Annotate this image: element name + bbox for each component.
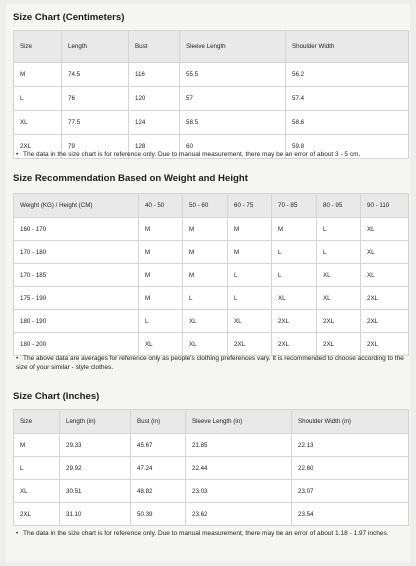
table-cell: 56.2 — [286, 63, 409, 87]
table-row — [14, 310, 409, 333]
column-header: Size — [14, 31, 62, 63]
recommendation-title: Size Recommendation Based on Weight and Height — [13, 173, 248, 184]
table-header-row — [14, 31, 409, 63]
table-row — [14, 434, 409, 457]
column-header: Size — [14, 410, 60, 434]
cm-chart-title: Size Chart (Centimeters) — [13, 12, 125, 23]
column-header: Sleeve Length — [180, 31, 286, 63]
table-cell: L — [272, 241, 317, 264]
table-cell: 58.6 — [286, 111, 409, 135]
table-cell: 29.33 — [60, 434, 131, 457]
table-cell: 2XL — [14, 135, 62, 159]
table-cell: 22.13 — [292, 434, 409, 457]
table-cell: 31.10 — [60, 503, 131, 526]
table-row — [14, 111, 409, 135]
table-cell: XL — [139, 333, 183, 356]
table-cell: L — [317, 218, 361, 241]
column-header: Bust — [129, 31, 180, 63]
table-cell: 23.62 — [186, 503, 292, 526]
table-cell: 30.51 — [60, 480, 131, 503]
inch-chart-note — [16, 529, 408, 538]
table-cell: L — [228, 287, 272, 310]
table-cell: 57.4 — [286, 87, 409, 111]
table-cell: L — [228, 264, 272, 287]
column-header: Shoulder Width — [286, 31, 409, 63]
cm-chart-note — [16, 150, 408, 159]
table-cell: 2XL — [317, 310, 361, 333]
column-header: Weight (KG) / Height (CM) — [14, 194, 139, 218]
table-cell: 2XL — [272, 310, 317, 333]
table-cell: 170 - 180 — [14, 241, 139, 264]
table-cell: 21.85 — [186, 434, 292, 457]
table-cell: XL — [228, 310, 272, 333]
table-cell: 116 — [129, 63, 180, 87]
table-cell: M — [183, 241, 228, 264]
table-cell: M — [228, 218, 272, 241]
table-cell: 2XL — [361, 310, 409, 333]
table-cell: M — [14, 63, 62, 87]
table-cell: XL — [361, 218, 409, 241]
table-cell: XL — [272, 287, 317, 310]
table-header-row — [14, 194, 409, 218]
table-cell: 22.44 — [186, 457, 292, 480]
table-cell: 22.60 — [292, 457, 409, 480]
table-cell: 2XL — [361, 333, 409, 356]
table-cell: 160 - 170 — [14, 218, 139, 241]
table-cell: L — [183, 287, 228, 310]
column-header: 90 - 110 — [361, 194, 409, 218]
table-cell: 57 — [180, 87, 286, 111]
size-guide-page — [6, 4, 410, 562]
table-row — [14, 503, 409, 526]
table-cell: M — [14, 434, 60, 457]
table-row — [14, 457, 409, 480]
table-cell: 79 — [62, 135, 129, 159]
table-cell: M — [139, 218, 183, 241]
table-cell: XL — [183, 310, 228, 333]
table-cell: XL — [14, 480, 60, 503]
column-header: 70 - 85 — [272, 194, 317, 218]
table-row — [14, 480, 409, 503]
table-cell: 50.39 — [131, 503, 186, 526]
recommendation-table — [13, 193, 409, 356]
table-cell: 180 - 190 — [14, 310, 139, 333]
table-cell: 2XL — [317, 333, 361, 356]
table-cell: 2XL — [228, 333, 272, 356]
table-row — [14, 264, 409, 287]
table-row — [14, 333, 409, 356]
table-cell: XL — [14, 111, 62, 135]
table-cell: 120 — [129, 87, 180, 111]
column-header: 80 - 95 — [317, 194, 361, 218]
table-cell: L — [14, 87, 62, 111]
table-cell: 47.24 — [131, 457, 186, 480]
table-cell: 170 - 185 — [14, 264, 139, 287]
column-header: Length — [62, 31, 129, 63]
table-cell: 45.67 — [131, 434, 186, 457]
recommendation-note — [16, 354, 408, 372]
table-cell: 59.8 — [286, 135, 409, 159]
table-cell: 29.92 — [60, 457, 131, 480]
note-text: The data in the size chart is for reference only. Due to manual measurement, there may be an error of about 1.18 - 1.97 inches. — [23, 530, 389, 537]
column-header: 60 - 75 — [228, 194, 272, 218]
table-cell: M — [139, 287, 183, 310]
inch-chart-title: Size Chart (Inches) — [13, 391, 100, 402]
table-row — [14, 241, 409, 264]
table-header-row — [14, 410, 409, 434]
table-cell: 23.54 — [292, 503, 409, 526]
table-cell: XL — [183, 333, 228, 356]
bullet-icon: • — [16, 151, 19, 158]
table-row — [14, 63, 409, 87]
table-cell: 2XL — [14, 503, 60, 526]
table-cell: M — [139, 264, 183, 287]
table-cell: L — [14, 457, 60, 480]
note-text: The above data are averages for reference only as people's clothing preferences vary. It is recommended to choose according to the size of your similar - style clothes. — [16, 355, 404, 371]
table-cell: L — [272, 264, 317, 287]
table-cell: M — [183, 264, 228, 287]
table-row — [14, 87, 409, 111]
table-cell: 23.07 — [292, 480, 409, 503]
bullet-icon: • — [16, 530, 19, 537]
table-cell: 175 - 190 — [14, 287, 139, 310]
table-cell: 124 — [129, 111, 180, 135]
table-cell: 48.82 — [131, 480, 186, 503]
table-cell: L — [139, 310, 183, 333]
table-cell: 2XL — [361, 287, 409, 310]
column-header: 40 - 50 — [139, 194, 183, 218]
table-cell: XL — [317, 264, 361, 287]
table-row — [14, 218, 409, 241]
table-cell: XL — [361, 264, 409, 287]
column-header: 50 - 60 — [183, 194, 228, 218]
table-cell: XL — [317, 287, 361, 310]
table-cell: 58.5 — [180, 111, 286, 135]
note-text: The data in the size chart is for reference only. Due to manual measurement, there may be an error of about 3 - 5 cm. — [23, 151, 361, 158]
table-cell: 74.5 — [62, 63, 129, 87]
column-header: Shoulder Width (in) — [292, 410, 409, 434]
inch-size-table — [13, 409, 409, 526]
table-cell: XL — [361, 241, 409, 264]
table-cell: M — [228, 241, 272, 264]
table-cell: M — [272, 218, 317, 241]
table-cell: 23.03 — [186, 480, 292, 503]
table-cell: L — [317, 241, 361, 264]
table-cell: M — [183, 218, 228, 241]
cm-size-table — [13, 30, 409, 159]
table-cell: 55.5 — [180, 63, 286, 87]
table-cell: 76 — [62, 87, 129, 111]
table-cell: 77.5 — [62, 111, 129, 135]
table-cell: 128 — [129, 135, 180, 159]
table-cell: 2XL — [272, 333, 317, 356]
column-header: Sleeve Length (in) — [186, 410, 292, 434]
table-row — [14, 287, 409, 310]
column-header: Bust (in) — [131, 410, 186, 434]
table-cell: M — [139, 241, 183, 264]
column-header: Length (in) — [60, 410, 131, 434]
bullet-icon: • — [16, 355, 19, 362]
table-cell: 180 - 200 — [14, 333, 139, 356]
table-cell: 60 — [180, 135, 286, 159]
